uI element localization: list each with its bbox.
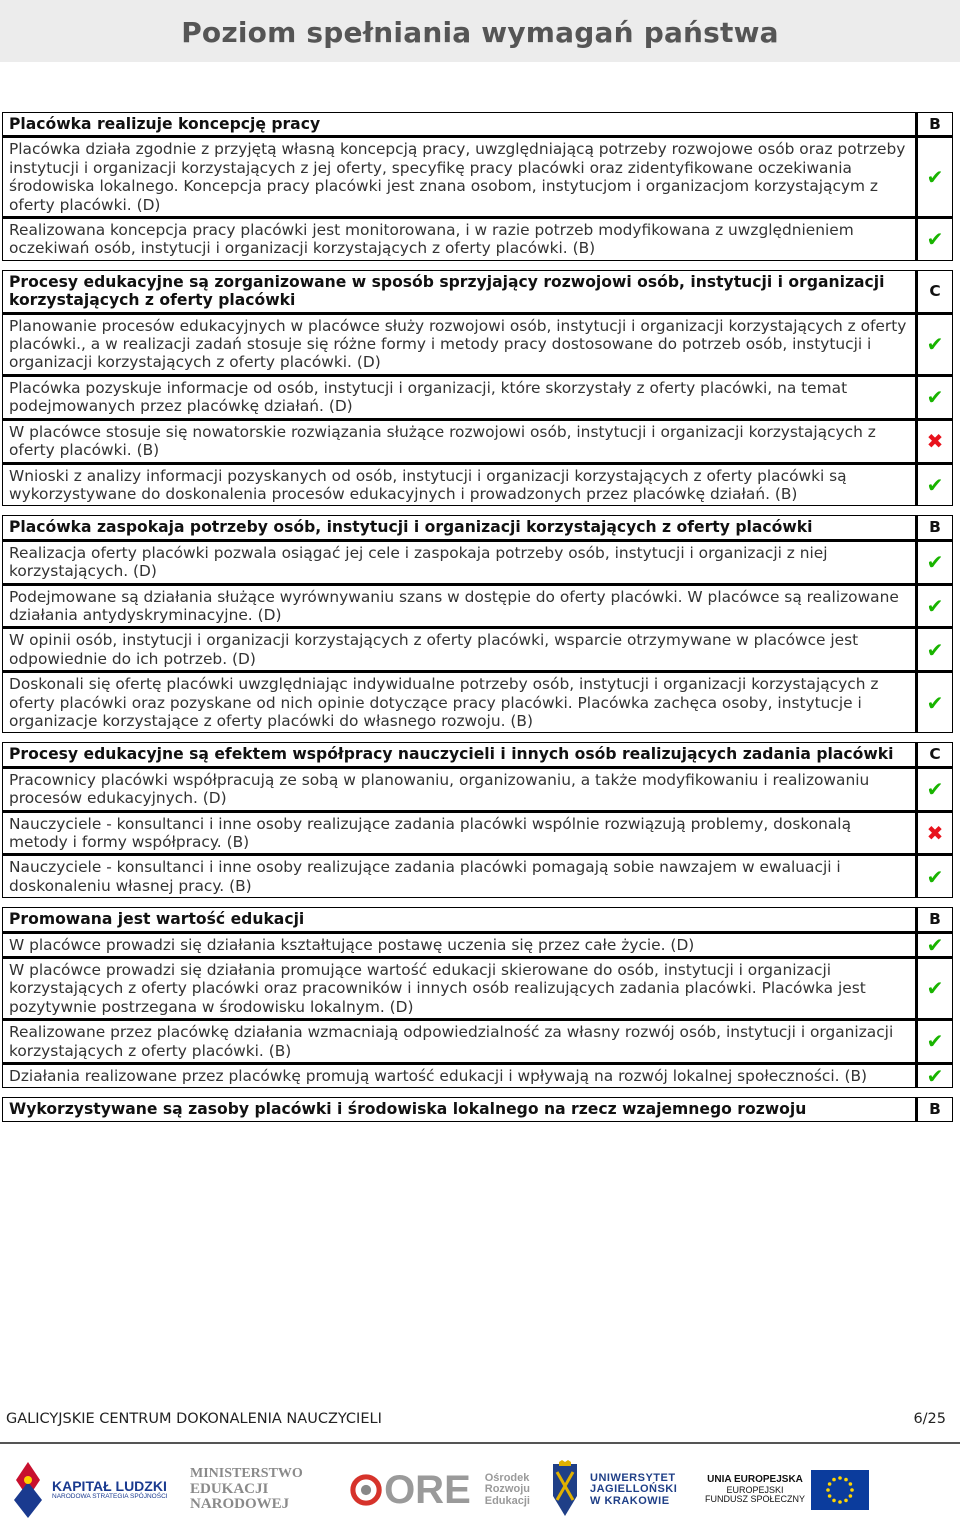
- eu-flag-icon: [811, 1470, 869, 1510]
- status-cell: [918, 934, 952, 956]
- requirement-level: B: [918, 113, 952, 135]
- footer-page-number: 6/25: [913, 1411, 946, 1427]
- characteristic-text: Działania realizowane przez placówkę promują wartość edukacji i wpływają na rozwój lokalnej społeczności. (B): [3, 1065, 915, 1087]
- footer-organization: GALICYJSKIE CENTRUM DOKONALENIA NAUCZYCIELI: [6, 1411, 382, 1427]
- ministerstwo-line1: MINISTERSTWO: [190, 1465, 303, 1481]
- status-cell: [918, 1065, 952, 1087]
- characteristic-text: Planowanie procesów edukacyjnych w placówce służy rozwojowi osób, instytucji i organizacji korzystających z oferty placówki., a w realizacji zadań stosuje się różne formy i metody pracy dostosowane do potrzeb osób, instytucji i organizacji korzystających z oferty placówki. (D): [3, 315, 915, 374]
- characteristic-text: Pracownicy placówki współpracują ze sobą w planowaniu, organizowaniu, a także modyfikowaniu i realizowaniu procesów edukacyjnych. (D): [3, 769, 915, 810]
- status-cell: [918, 1021, 952, 1062]
- status-cell: [918, 629, 952, 670]
- uj-crest-icon: [548, 1460, 582, 1520]
- requirement-header: Promowana jest wartość edukacji: [3, 908, 915, 930]
- ore-line1: Ośrodek: [484, 1471, 530, 1484]
- requirement-header: Wykorzystywane są zasoby placówki i środowiska lokalnego na rzecz wzajemnego rozwoju: [3, 1098, 915, 1120]
- uj-line3: W KRAKOWIE: [590, 1494, 670, 1507]
- requirements-tables: [2, 112, 953, 1131]
- check-icon: ✔: [926, 864, 944, 889]
- kapital-ludzki-logo: [10, 1452, 175, 1528]
- characteristic-text: Realizacja oferty placówki pozwala osiągać jej cele i zaspokaja potrzeby osób, instytucji i organizacji z niej korzystających. (D): [3, 542, 915, 583]
- eu-star-icon: [849, 1482, 853, 1486]
- requirement-section: [2, 515, 953, 733]
- cross-icon: ✖: [926, 820, 944, 845]
- eu-star-icon: [832, 1499, 836, 1503]
- ore-line3: Edukacji: [484, 1494, 530, 1507]
- eu-star-icon: [844, 1499, 848, 1503]
- ore-line2: Rozwoju: [484, 1483, 530, 1496]
- characteristic-text: W placówce stosuje się nowatorskie rozwiązania służące rozwojowi osób, instytucji i organizacji korzystających z oferty placówki. (B): [3, 421, 915, 462]
- status-cell: [918, 586, 952, 627]
- check-icon: ✔: [926, 1029, 944, 1054]
- check-icon: ✔: [926, 690, 944, 715]
- status-cell: [918, 219, 952, 260]
- ore-mark: ORE: [384, 1468, 471, 1512]
- ministerstwo-line2: EDUKACJI: [190, 1480, 269, 1497]
- requirement-level: B: [918, 1098, 952, 1120]
- requirement-level: B: [918, 516, 952, 538]
- eu-star-icon: [844, 1478, 848, 1482]
- eu-line3: FUNDUSZ SPOŁECZNY: [705, 1494, 806, 1505]
- requirement-header: Placówka zaspokaja potrzeby osób, instytucji i organizacji korzystających z oferty placówki: [3, 516, 915, 538]
- eu-star-icon: [838, 1476, 842, 1480]
- check-icon: ✔: [926, 637, 944, 662]
- status-cell: [918, 813, 952, 854]
- eu-star-icon: [838, 1500, 842, 1504]
- characteristic-text: W opinii osób, instytucji i organizacji korzystających z oferty placówki, wsparcie otrzymywane w placówce jest odpowiednie do ich potrzeb. (D): [3, 629, 915, 670]
- status-cell: [918, 856, 952, 897]
- ore-logo: [350, 1452, 530, 1528]
- eu-line2: EUROPEJSKI: [726, 1484, 784, 1495]
- check-icon: ✔: [926, 776, 944, 801]
- requirement-header: Procesy edukacyjne są zorganizowane w sposób sprzyjający rozwojowi osób, instytucji i organizacji korzystających z oferty placówki: [3, 271, 915, 312]
- eu-logo: [705, 1452, 875, 1528]
- status-cell: [918, 465, 952, 506]
- characteristic-text: Placówka pozyskuje informacje od osób, instytucji i organizacji, które skorzystały z oferty placówki, na temat podejmowanych przez placówkę działań. (D): [3, 377, 915, 418]
- check-icon: ✔: [926, 976, 944, 1001]
- footer-divider: [0, 1442, 960, 1444]
- logo-strip: [0, 1452, 960, 1532]
- eu-star-icon: [826, 1488, 830, 1492]
- check-icon: ✔: [926, 165, 944, 190]
- eu-star-icon: [828, 1494, 832, 1498]
- characteristic-text: Nauczyciele - konsultanci i inne osoby realizujące zadania placówki wspólnie rozwiązują problemy, doskonalą metody i formy współpracy. (B): [3, 813, 915, 854]
- eu-star-icon: [832, 1478, 836, 1482]
- characteristic-text: W placówce prowadzi się działania promujące wartość edukacji skierowane do osób, instytucji i organizacji korzystających z oferty placówki oraz pracowników i innych osób realizujących zadania placówki. Placówka jest pozytywnie postrzegana w środowisku lokalnym. (D): [3, 959, 915, 1018]
- ore-emblem-icon: [350, 1468, 382, 1512]
- eu-line1: UNIA EUROPEJSKA: [707, 1474, 803, 1486]
- characteristic-text: Doskonali się ofertę placówki uwzględniając indywidualne potrzeby osób, instytucji i organizacji korzystających z oferty placówki oraz pozyskane od nich opinie dotyczące pracy placówki. Placówka zachęca osoby, instytucje i organizacje korzystające z oferty placówki do własnego rozwoju. (B): [3, 673, 915, 732]
- check-icon: ✔: [926, 472, 944, 497]
- check-icon: ✔: [926, 227, 944, 252]
- eu-star-icon: [849, 1494, 853, 1498]
- requirement-level: B: [918, 908, 952, 930]
- uj-line1: UNIWERSYTET: [590, 1471, 676, 1484]
- kapital-ludzki-name: KAPITAŁ LUDZKI: [52, 1478, 167, 1495]
- requirement-header: Placówka realizuje koncepcję pracy: [3, 113, 915, 135]
- eu-star-icon: [850, 1488, 854, 1492]
- characteristic-text: Nauczyciele - konsultanci i inne osoby realizujące zadania placówki pomagają sobie nawzajem w ewaluacji i doskonaleniu własnej pracy. (B): [3, 856, 915, 897]
- status-cell: [918, 377, 952, 418]
- ministerstwo-line3: NARODOWEJ: [190, 1496, 290, 1513]
- kapital-ludzki-emblem-icon: [10, 1460, 46, 1520]
- ministerstwo-logo: [190, 1452, 315, 1528]
- uj-line2: JAGIELLOŃSKI: [590, 1483, 678, 1496]
- check-icon: ✔: [926, 332, 944, 357]
- check-icon: ✔: [926, 549, 944, 574]
- kapital-ludzki-tagline: NARODOWA STRATEGIA SPÓJNOŚCI: [52, 1492, 168, 1500]
- characteristic-text: Podejmowane są działania służące wyrównywaniu szans w dostępie do oferty placówki. W placówce są realizowane działania antydyskryminacyjne. (D): [3, 586, 915, 627]
- title-bar: [0, 0, 960, 62]
- page-title: Poziom spełniania wymagań państwa: [181, 16, 779, 49]
- check-icon: ✔: [926, 1064, 944, 1089]
- status-cell: [918, 542, 952, 583]
- status-cell: [918, 421, 952, 462]
- requirement-section: [2, 907, 953, 1088]
- requirement-level: C: [918, 271, 952, 312]
- eu-star-icon: [828, 1482, 832, 1486]
- requirement-section: [2, 270, 953, 506]
- check-icon: ✔: [926, 932, 944, 957]
- status-cell: [918, 959, 952, 1018]
- status-cell: [918, 769, 952, 810]
- characteristic-text: Realizowana koncepcja pracy placówki jest monitorowana, i w razie potrzeb modyfikowana z uwzględnieniem oczekiwań osób, instytucji i organizacji korzystających z oferty placówki. (B): [3, 219, 915, 260]
- check-icon: ✔: [926, 593, 944, 618]
- characteristic-text: W placówce prowadzi się działania kształtujące postawę uczenia się przez całe życie. (D): [3, 934, 915, 956]
- requirement-section: [2, 1097, 953, 1121]
- uj-logo: [548, 1452, 688, 1528]
- characteristic-text: Wnioski z analizy informacji pozyskanych od osób, instytucji i organizacji korzystających z oferty placówki są wykorzystywane do doskonalenia procesów edukacyjnych i prowadzonych przez placówkę działań. (B): [3, 465, 915, 506]
- requirement-section: [2, 742, 953, 898]
- status-cell: [918, 315, 952, 374]
- requirement-header: Procesy edukacyjne są efektem współpracy nauczycieli i innych osób realizujących zadania placówki: [3, 743, 915, 765]
- requirement-section: [2, 112, 953, 261]
- requirement-level: C: [918, 743, 952, 765]
- status-cell: [918, 138, 952, 216]
- characteristic-text: Placówka działa zgodnie z przyjętą własną koncepcją pracy, uwzględniającą potrzeby rozwojowe osób oraz potrzeby instytucji i organizacji korzystających z jej oferty, specyfikę pracy placówki oraz zidentyfikowane oczekiwania środowiska lokalnego. Koncepcja pracy placówki jest znana osobom, instytucjom i organizacjom korzystającym z oferty placówki. (D): [3, 138, 915, 216]
- characteristic-text: Realizowane przez placówkę działania wzmacniają odpowiedzialność za własny rozwój osób, instytucji i organizacji korzystających z oferty placówki. (B): [3, 1021, 915, 1062]
- status-cell: [918, 673, 952, 732]
- check-icon: ✔: [926, 385, 944, 410]
- cross-icon: ✖: [926, 428, 944, 453]
